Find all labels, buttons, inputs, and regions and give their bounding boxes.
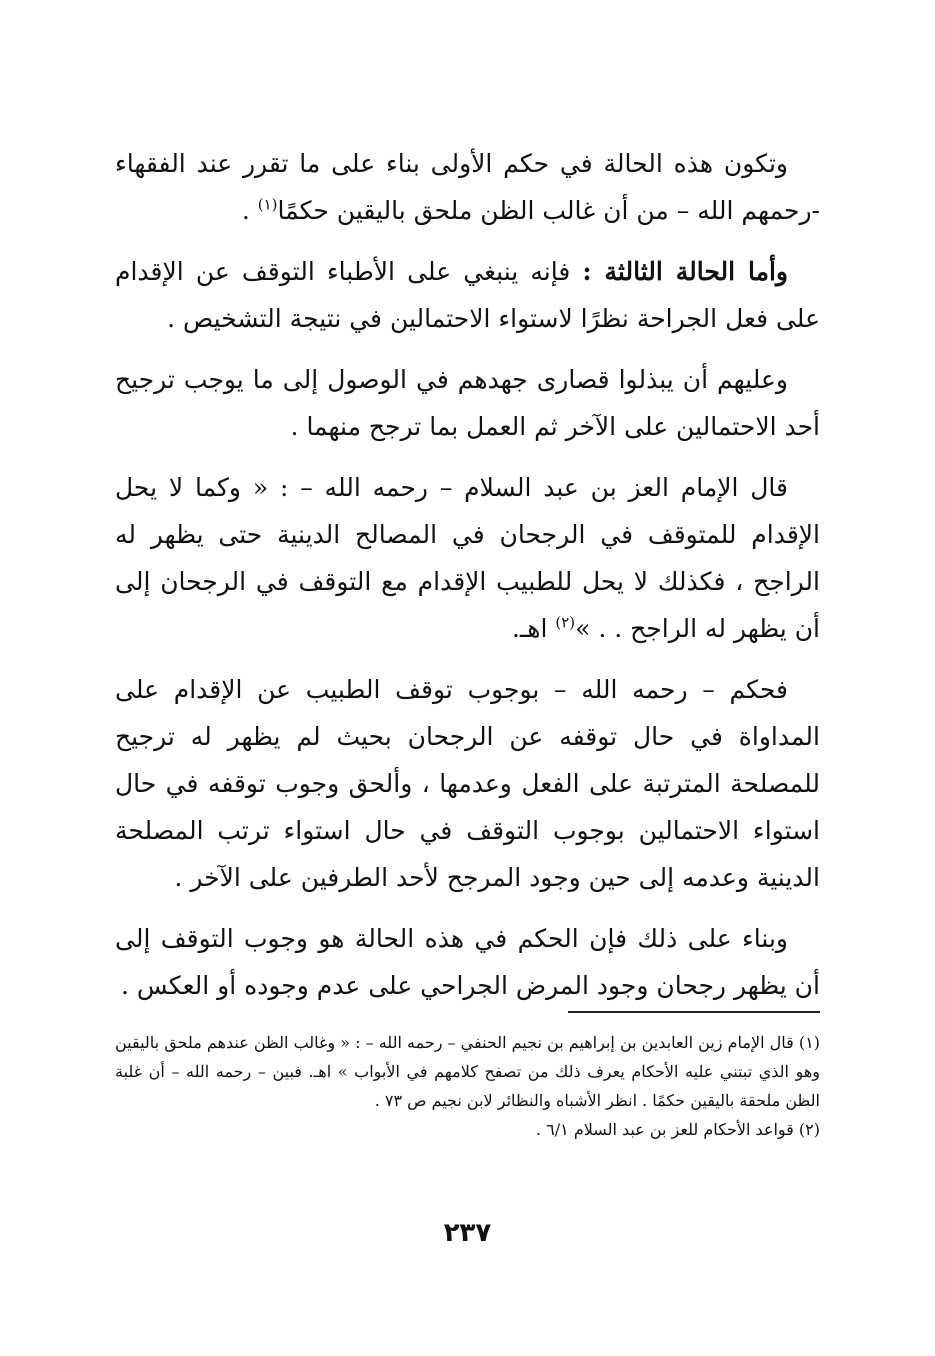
footnote-ref: (٢)	[555, 613, 576, 632]
paragraph-text: فإنه ينبغي على الأطباء التوقف عن الإقدام على فعل الجراحة نظرًا لاستواء الاحتمالين في نتيجة التشخيص .	[115, 257, 820, 333]
paragraph-1	[115, 140, 820, 234]
footnote-separator	[568, 1011, 820, 1013]
main-text	[115, 140, 820, 1023]
paragraph-text: وتكون هذه الحالة في حكم الأولى بناء على ما تقرر عند الفقهاء -رحمهم الله – من أن غالب الظن ملحق باليقين حكمًا	[115, 149, 820, 225]
paragraph-lead: وأما الحالة الثالثة :	[582, 257, 788, 286]
paragraph-5	[115, 666, 820, 901]
footnote-text: قال الإمام زين العابدين بن إبراهيم بن نجيم الحنفي – رحمه الله – : « وغالب الظن عندهم ملحق باليقين وهو الذي تبتني عليه الأحكام يعرف ذلك من تصفح كلامهم في الأبواب » اهـ. فبين – رحمه الله – أن غلبة الظن ملحقة باليقين حكمًا . انظر الأشباه والنظائر لابن نجيم ص ٧٣ .	[115, 1033, 820, 1110]
paragraph-3	[115, 356, 820, 450]
paragraph-text: قال الإمام العز بن عبد السلام – رحمه الله – : « وكما لا يحل الإقدام للمتوقف في الرجحان في المصالح الدينية حتى يظهر له الراجح ، فكذلك لا يحل للطبيب الإقدام مع التوقف في الرجحان إلى أن يظهر له الراجح . . »	[115, 473, 820, 643]
footnote-2	[115, 1115, 820, 1144]
paragraph-text: فحكم – رحمه الله – بوجوب توقف الطبيب عن الإقدام على المداواة في حال توقفه عن الرجحان بحيث لم يظهر له ترجيح للمصلحة المترتبة على الفعل وعدمها ، وألحق وجوب توقفه في حال استواء الاحتمالين بوجوب التوقف في حال استواء ترتب المصلحة الدينية وعدمه إلى حين وجود المرجح لأحد الطرفين على الآخر .	[115, 675, 820, 892]
paragraph-text: وعليهم أن يبذلوا قصارى جهدهم في الوصول إلى ما يوجب ترجيح أحد الاحتمالين على الآخر ثم العمل بما ترجح منهما .	[115, 365, 820, 441]
paragraph-4	[115, 464, 820, 652]
footnotes	[115, 1028, 820, 1144]
page-number: ٢٣٧	[443, 1218, 492, 1248]
paragraph-text: وبناء على ذلك فإن الحكم في هذه الحالة هو وجوب التوقف إلى أن يظهر رجحان وجود المرض الجراحي على عدم وجوده أو العكس .	[115, 924, 820, 1000]
footnote-1	[115, 1028, 820, 1115]
footnote-text: قواعد الأحكام للعز بن عبد السلام ٦/١ .	[536, 1120, 799, 1139]
paragraph-tail: .	[241, 196, 258, 225]
paragraph-tail: اهـ.	[511, 614, 556, 643]
footnote-marker: (٢)	[798, 1120, 820, 1139]
footnote-marker: (١)	[798, 1033, 820, 1052]
paragraph-2	[115, 248, 820, 342]
paragraph-6	[115, 915, 820, 1009]
footnote-ref: (١)	[257, 195, 278, 214]
